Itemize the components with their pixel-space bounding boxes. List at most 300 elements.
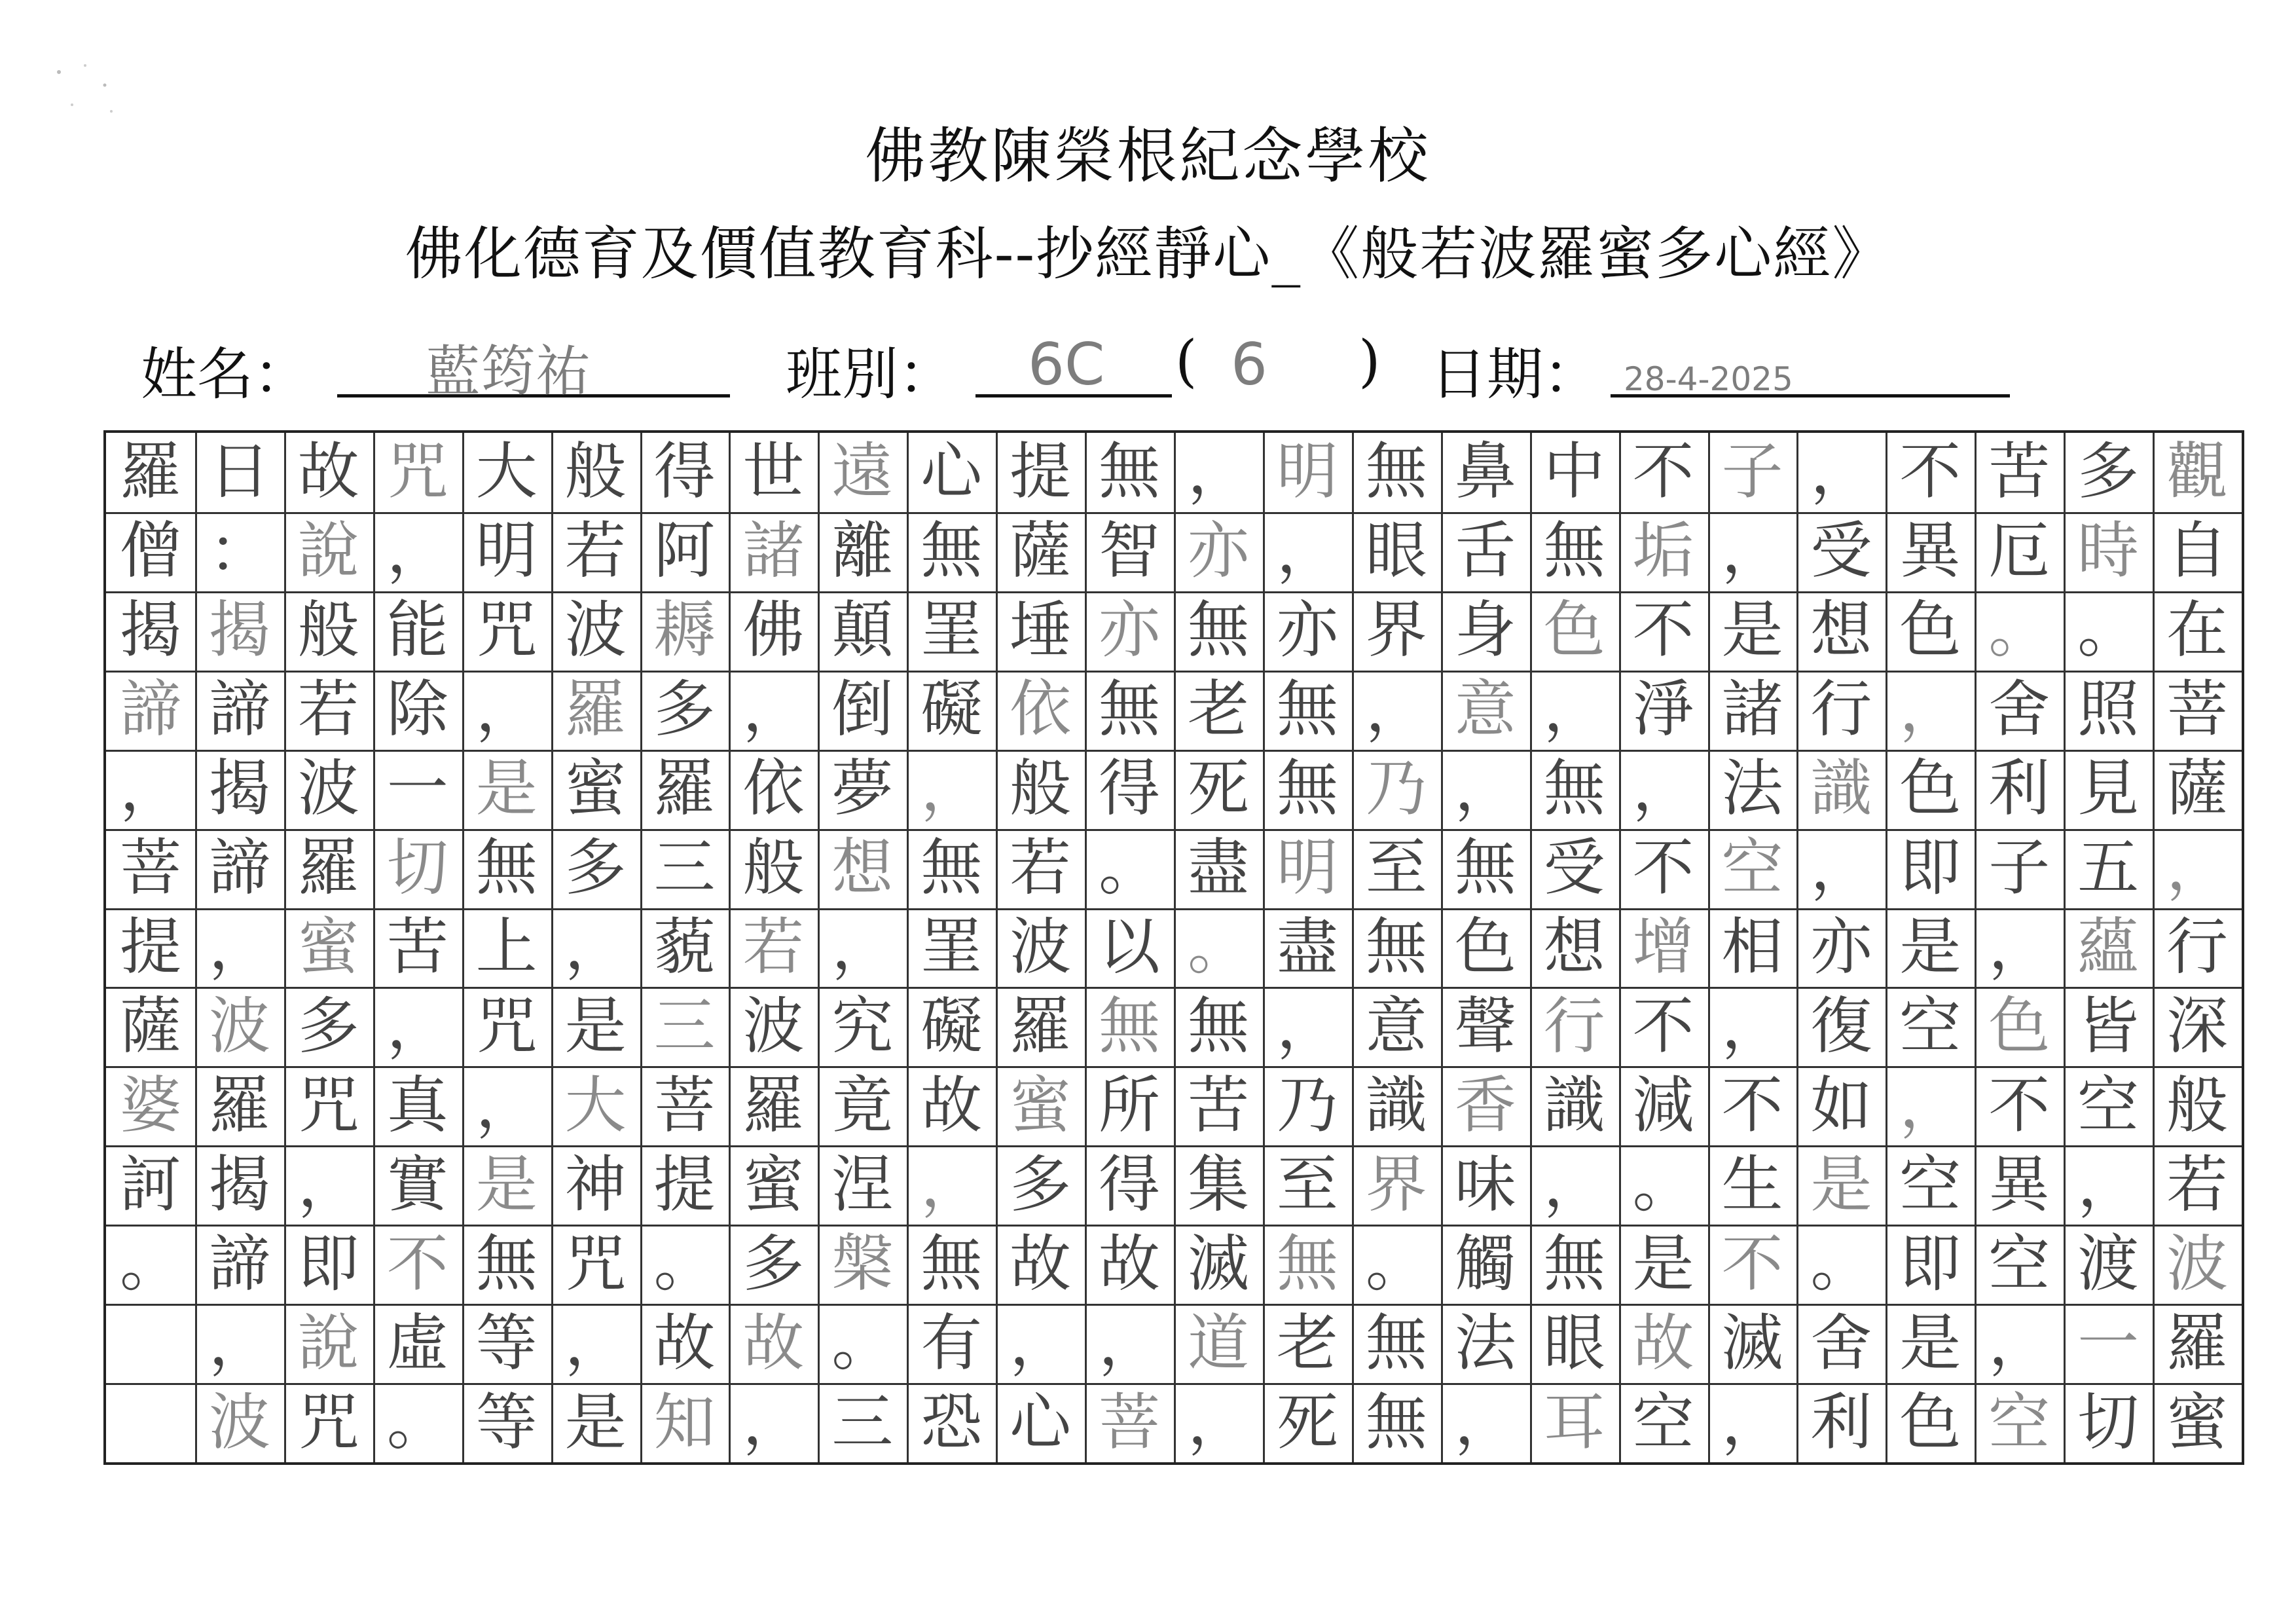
- grid-cell[interactable]: 菩: [1099, 1386, 1161, 1458]
- grid-cell[interactable]: 揭: [208, 595, 270, 667]
- grid-cell[interactable]: 波: [297, 753, 359, 825]
- grid-cell[interactable]: 不: [1899, 436, 1961, 508]
- grid-cell[interactable]: 三: [653, 990, 716, 1062]
- grid-cell[interactable]: [106, 1383, 195, 1462]
- grid-cell[interactable]: ，: [831, 911, 894, 983]
- grid-cell[interactable]: 空: [2077, 1069, 2140, 1141]
- grid-cell[interactable]: 多: [564, 832, 627, 904]
- grid-cell[interactable]: ：: [208, 515, 270, 587]
- grid-cell[interactable]: 若: [564, 515, 627, 587]
- grid-cell[interactable]: 有: [920, 1307, 983, 1379]
- grid-cell[interactable]: 上: [475, 911, 538, 983]
- grid-cell[interactable]: 。: [119, 1228, 181, 1300]
- grid-cell[interactable]: ，: [1810, 832, 1872, 904]
- grid-cell[interactable]: 在: [2166, 595, 2229, 667]
- grid-cell[interactable]: 減: [1632, 1069, 1694, 1141]
- grid-cell[interactable]: 死: [1187, 753, 1249, 825]
- grid-cell[interactable]: 波: [208, 1386, 270, 1458]
- grid-cell[interactable]: 薩: [2166, 753, 2229, 825]
- grid-cell[interactable]: 無: [1543, 515, 1605, 587]
- grid-cell[interactable]: 大: [475, 436, 538, 508]
- grid-cell[interactable]: 羅: [119, 436, 181, 508]
- grid-cell[interactable]: 無: [920, 1228, 983, 1300]
- grid-cell[interactable]: ，: [1543, 674, 1605, 746]
- grid-cell[interactable]: 無: [1365, 911, 1427, 983]
- grid-cell[interactable]: 是: [1721, 595, 1783, 667]
- grid-cell[interactable]: 色: [1454, 911, 1516, 983]
- grid-cell[interactable]: 空: [1988, 1228, 2050, 1300]
- grid-cell[interactable]: 行: [1810, 674, 1872, 746]
- grid-cell[interactable]: [106, 1304, 195, 1383]
- grid-cell[interactable]: 。: [831, 1307, 894, 1379]
- grid-cell[interactable]: 般: [297, 595, 359, 667]
- grid-cell[interactable]: 如: [1810, 1069, 1872, 1141]
- grid-cell[interactable]: 阿: [653, 515, 716, 587]
- grid-cell[interactable]: 羅: [208, 1069, 270, 1141]
- grid-cell[interactable]: 蜜: [2166, 1386, 2229, 1458]
- grid-cell[interactable]: 薩: [1010, 515, 1072, 587]
- grid-cell[interactable]: 。: [1187, 911, 1249, 983]
- grid-cell[interactable]: 即: [1899, 1228, 1961, 1300]
- grid-cell[interactable]: 無: [1543, 1228, 1605, 1300]
- grid-cell[interactable]: 依: [742, 753, 805, 825]
- grid-cell[interactable]: 利: [1988, 753, 2050, 825]
- grid-cell[interactable]: 夢: [831, 753, 894, 825]
- grid-cell[interactable]: 色: [1543, 595, 1605, 667]
- grid-cell[interactable]: 無: [475, 832, 538, 904]
- grid-cell[interactable]: 盡: [1276, 911, 1338, 983]
- grid-cell[interactable]: 多: [653, 674, 716, 746]
- grid-cell[interactable]: 故: [742, 1307, 805, 1379]
- grid-cell[interactable]: ，: [2166, 832, 2229, 904]
- grid-cell[interactable]: 諦: [208, 832, 270, 904]
- grid-cell[interactable]: 羅: [742, 1069, 805, 1141]
- grid-cell[interactable]: 不: [1632, 990, 1694, 1062]
- grid-cell[interactable]: 薩: [119, 990, 181, 1062]
- grid-cell[interactable]: 咒: [475, 990, 538, 1062]
- grid-cell[interactable]: 想: [1810, 595, 1872, 667]
- grid-cell[interactable]: 盡: [1187, 832, 1249, 904]
- grid-cell[interactable]: 界: [1365, 595, 1427, 667]
- grid-cell[interactable]: ，: [475, 1069, 538, 1141]
- grid-cell[interactable]: ，: [1187, 1386, 1249, 1458]
- grid-cell[interactable]: 離: [831, 515, 894, 587]
- grid-cell[interactable]: 異: [1988, 1149, 2050, 1221]
- grid-cell[interactable]: ，: [1721, 515, 1783, 587]
- grid-cell[interactable]: 明: [1276, 436, 1338, 508]
- grid-cell[interactable]: 蜜: [742, 1149, 805, 1221]
- grid-cell[interactable]: ，: [1187, 436, 1249, 508]
- grid-cell[interactable]: ，: [742, 674, 805, 746]
- grid-cell[interactable]: 多: [742, 1228, 805, 1300]
- grid-cell[interactable]: 不: [1632, 436, 1694, 508]
- grid-cell[interactable]: 是: [1899, 1307, 1961, 1379]
- grid-cell[interactable]: ，: [386, 990, 448, 1062]
- grid-cell[interactable]: ，: [1365, 674, 1427, 746]
- grid-cell[interactable]: 子: [1988, 832, 2050, 904]
- grid-cell[interactable]: 耨: [653, 595, 716, 667]
- grid-cell[interactable]: 羅: [297, 832, 359, 904]
- grid-cell[interactable]: 倒: [831, 674, 894, 746]
- grid-cell[interactable]: 無: [1099, 436, 1161, 508]
- grid-cell[interactable]: 不: [386, 1228, 448, 1300]
- grid-cell[interactable]: 咒: [386, 436, 448, 508]
- grid-cell[interactable]: 諦: [208, 1228, 270, 1300]
- grid-cell[interactable]: 波: [564, 595, 627, 667]
- grid-cell[interactable]: ，: [386, 515, 448, 587]
- grid-cell[interactable]: 僧: [119, 515, 181, 587]
- grid-cell[interactable]: 提: [119, 911, 181, 983]
- grid-cell[interactable]: 耳: [1543, 1386, 1605, 1458]
- grid-cell[interactable]: 識: [1365, 1069, 1427, 1141]
- grid-cell[interactable]: 顛: [831, 595, 894, 667]
- grid-cell[interactable]: 切: [2077, 1386, 2140, 1458]
- grid-cell[interactable]: 。: [1988, 595, 2050, 667]
- grid-cell[interactable]: 無: [1454, 832, 1516, 904]
- grid-cell[interactable]: 菩: [2166, 674, 2229, 746]
- grid-cell[interactable]: 婆: [119, 1069, 181, 1141]
- grid-cell[interactable]: ，: [1988, 1307, 2050, 1379]
- grid-cell[interactable]: 亦: [1276, 595, 1338, 667]
- grid-cell[interactable]: 空: [1899, 1149, 1961, 1221]
- grid-cell[interactable]: 究: [831, 990, 894, 1062]
- grid-cell[interactable]: 老: [1276, 1307, 1338, 1379]
- grid-cell[interactable]: 世: [742, 436, 805, 508]
- grid-cell[interactable]: 自: [2166, 515, 2229, 587]
- grid-cell[interactable]: 蘊: [2077, 911, 2140, 983]
- grid-cell[interactable]: 咒: [564, 1228, 627, 1300]
- grid-cell[interactable]: 故: [1099, 1228, 1161, 1300]
- grid-cell[interactable]: 恐: [920, 1386, 983, 1458]
- grid-cell[interactable]: 涅: [831, 1149, 894, 1221]
- grid-cell[interactable]: 諸: [742, 515, 805, 587]
- grid-cell[interactable]: ，: [742, 1386, 805, 1458]
- grid-cell[interactable]: 日: [208, 436, 270, 508]
- grid-cell[interactable]: 切: [386, 832, 448, 904]
- grid-cell[interactable]: 識: [1543, 1069, 1605, 1141]
- grid-cell[interactable]: 無: [1365, 436, 1427, 508]
- grid-cell[interactable]: 無: [1099, 674, 1161, 746]
- grid-cell[interactable]: 至: [1365, 832, 1427, 904]
- grid-cell[interactable]: 是: [475, 753, 538, 825]
- grid-cell[interactable]: 深: [2166, 990, 2229, 1062]
- grid-cell[interactable]: 說: [297, 515, 359, 587]
- grid-cell[interactable]: 說: [297, 1307, 359, 1379]
- grid-cell[interactable]: 道: [1187, 1307, 1249, 1379]
- grid-cell[interactable]: 。: [386, 1386, 448, 1458]
- grid-cell[interactable]: 鼻: [1454, 436, 1516, 508]
- grid-cell[interactable]: 乃: [1365, 753, 1427, 825]
- class-value[interactable]: 6C: [1028, 331, 1105, 398]
- grid-cell[interactable]: 相: [1721, 911, 1783, 983]
- grid-cell[interactable]: ，: [297, 1149, 359, 1221]
- grid-cell[interactable]: 槃: [831, 1228, 894, 1300]
- grid-cell[interactable]: 諦: [119, 674, 181, 746]
- grid-cell[interactable]: 羅: [2166, 1307, 2229, 1379]
- grid-cell[interactable]: 罣: [920, 911, 983, 983]
- grid-cell[interactable]: 羅: [1010, 990, 1072, 1062]
- grid-cell[interactable]: 諸: [1721, 674, 1783, 746]
- grid-cell[interactable]: 蜜: [297, 911, 359, 983]
- grid-cell[interactable]: 渡: [2077, 1228, 2140, 1300]
- grid-cell[interactable]: ，: [1721, 990, 1783, 1062]
- grid-cell[interactable]: 亦: [1810, 911, 1872, 983]
- grid-cell[interactable]: 苦: [386, 911, 448, 983]
- grid-cell[interactable]: ，: [2077, 1149, 2140, 1221]
- grid-cell[interactable]: 滅: [1187, 1228, 1249, 1300]
- grid-cell[interactable]: 無: [1276, 674, 1338, 746]
- grid-cell[interactable]: 三: [653, 832, 716, 904]
- grid-cell[interactable]: 礙: [920, 674, 983, 746]
- grid-cell[interactable]: ，: [1632, 753, 1694, 825]
- grid-cell[interactable]: 多: [1010, 1149, 1072, 1221]
- grid-cell[interactable]: 般: [1010, 753, 1072, 825]
- grid-cell[interactable]: 乃: [1276, 1069, 1338, 1141]
- grid-cell[interactable]: 生: [1721, 1149, 1783, 1221]
- grid-cell[interactable]: 無: [1187, 595, 1249, 667]
- class-number-value[interactable]: 6: [1231, 331, 1267, 398]
- grid-cell[interactable]: 。: [1099, 832, 1161, 904]
- grid-cell[interactable]: 罣: [920, 595, 983, 667]
- date-value[interactable]: 28-4-2025: [1624, 360, 1793, 398]
- grid-cell[interactable]: 滅: [1721, 1307, 1783, 1379]
- grid-cell[interactable]: 提: [653, 1149, 716, 1221]
- grid-cell[interactable]: 提: [1010, 436, 1072, 508]
- grid-cell[interactable]: 依: [1010, 674, 1072, 746]
- grid-cell[interactable]: 識: [1810, 753, 1872, 825]
- grid-cell[interactable]: 即: [297, 1228, 359, 1300]
- grid-cell[interactable]: 不: [1632, 595, 1694, 667]
- grid-cell[interactable]: 空: [1632, 1386, 1694, 1458]
- grid-cell[interactable]: 法: [1721, 753, 1783, 825]
- grid-cell[interactable]: 般: [742, 832, 805, 904]
- grid-cell[interactable]: 心: [1010, 1386, 1072, 1458]
- grid-cell[interactable]: 是: [564, 990, 627, 1062]
- grid-cell[interactable]: 行: [1543, 990, 1605, 1062]
- grid-cell[interactable]: 羅: [653, 753, 716, 825]
- grid-cell[interactable]: 心: [920, 436, 983, 508]
- grid-cell[interactable]: 明: [1276, 832, 1338, 904]
- grid-cell[interactable]: ，: [1543, 1149, 1605, 1221]
- grid-cell[interactable]: 死: [1276, 1386, 1338, 1458]
- grid-cell[interactable]: 故: [653, 1307, 716, 1379]
- grid-cell[interactable]: 復: [1810, 990, 1872, 1062]
- grid-cell[interactable]: 得: [653, 436, 716, 508]
- grid-cell[interactable]: 礙: [920, 990, 983, 1062]
- grid-cell[interactable]: 三: [831, 1386, 894, 1458]
- grid-cell[interactable]: ，: [1010, 1307, 1072, 1379]
- grid-cell[interactable]: 無: [920, 515, 983, 587]
- grid-cell[interactable]: 若: [2166, 1149, 2229, 1221]
- grid-cell[interactable]: 無: [920, 832, 983, 904]
- grid-cell[interactable]: 諦: [208, 674, 270, 746]
- grid-cell[interactable]: ，: [1454, 753, 1516, 825]
- grid-cell[interactable]: 界: [1365, 1149, 1427, 1221]
- grid-cell[interactable]: 增: [1632, 911, 1694, 983]
- grid-cell[interactable]: 是: [1810, 1149, 1872, 1221]
- grid-cell[interactable]: 見: [2077, 753, 2140, 825]
- grid-cell[interactable]: 是: [1899, 911, 1961, 983]
- grid-cell[interactable]: 淨: [1632, 674, 1694, 746]
- grid-cell[interactable]: 是: [564, 1386, 627, 1458]
- grid-cell[interactable]: 真: [386, 1069, 448, 1141]
- grid-cell[interactable]: 故: [1010, 1228, 1072, 1300]
- grid-cell[interactable]: 蜜: [1010, 1069, 1072, 1141]
- grid-cell[interactable]: 。: [653, 1228, 716, 1300]
- grid-cell[interactable]: 故: [920, 1069, 983, 1141]
- grid-cell[interactable]: ，: [208, 1307, 270, 1379]
- grid-cell[interactable]: 所: [1099, 1069, 1161, 1141]
- grid-cell[interactable]: 舌: [1454, 515, 1516, 587]
- grid-cell[interactable]: 多: [2077, 436, 2140, 508]
- grid-cell[interactable]: 菩: [653, 1069, 716, 1141]
- grid-cell[interactable]: 。: [1365, 1228, 1427, 1300]
- grid-cell[interactable]: 不: [1721, 1069, 1783, 1141]
- grid-cell[interactable]: 味: [1454, 1149, 1516, 1221]
- grid-cell[interactable]: 無: [1276, 1228, 1338, 1300]
- grid-cell[interactable]: 一: [386, 753, 448, 825]
- grid-cell[interactable]: 揭: [208, 753, 270, 825]
- grid-cell[interactable]: 得: [1099, 753, 1161, 825]
- grid-cell[interactable]: 眼: [1543, 1307, 1605, 1379]
- grid-cell[interactable]: 空: [1988, 1386, 2050, 1458]
- grid-cell[interactable]: ，: [920, 1149, 983, 1221]
- grid-cell[interactable]: 遠: [831, 436, 894, 508]
- grid-cell[interactable]: 色: [1988, 990, 2050, 1062]
- grid-cell[interactable]: 垢: [1632, 515, 1694, 587]
- grid-cell[interactable]: 實: [386, 1149, 448, 1221]
- grid-cell[interactable]: 等: [475, 1307, 538, 1379]
- grid-cell[interactable]: 般: [564, 436, 627, 508]
- grid-cell[interactable]: 聲: [1454, 990, 1516, 1062]
- grid-cell[interactable]: 受: [1543, 832, 1605, 904]
- grid-cell[interactable]: 若: [1010, 832, 1072, 904]
- grid-cell[interactable]: 空: [1721, 832, 1783, 904]
- grid-cell[interactable]: 故: [297, 436, 359, 508]
- grid-cell[interactable]: 知: [653, 1386, 716, 1458]
- grid-cell[interactable]: 。: [1632, 1149, 1694, 1221]
- grid-cell[interactable]: 眼: [1365, 515, 1427, 587]
- grid-cell[interactable]: ，: [475, 674, 538, 746]
- grid-cell[interactable]: 。: [1810, 1228, 1872, 1300]
- grid-cell[interactable]: 。: [2077, 595, 2140, 667]
- grid-cell[interactable]: 波: [2166, 1228, 2229, 1300]
- grid-cell[interactable]: 等: [475, 1386, 538, 1458]
- grid-cell[interactable]: 得: [1099, 1149, 1161, 1221]
- grid-cell[interactable]: 至: [1276, 1149, 1338, 1221]
- grid-cell[interactable]: 五: [2077, 832, 2140, 904]
- grid-cell[interactable]: ，: [208, 911, 270, 983]
- grid-cell[interactable]: 觸: [1454, 1228, 1516, 1300]
- grid-cell[interactable]: 般: [2166, 1069, 2229, 1141]
- name-value[interactable]: 藍筠祐: [426, 339, 591, 403]
- grid-cell[interactable]: 觀: [2166, 436, 2229, 508]
- grid-cell[interactable]: 舍: [1810, 1307, 1872, 1379]
- grid-cell[interactable]: 無: [1543, 753, 1605, 825]
- grid-cell[interactable]: 舍: [1988, 674, 2050, 746]
- grid-cell[interactable]: 明: [475, 515, 538, 587]
- grid-cell[interactable]: 利: [1810, 1386, 1872, 1458]
- grid-cell[interactable]: 能: [386, 595, 448, 667]
- grid-cell[interactable]: ，: [564, 911, 627, 983]
- grid-cell[interactable]: 色: [1899, 1386, 1961, 1458]
- grid-cell[interactable]: 無: [475, 1228, 538, 1300]
- grid-cell[interactable]: ，: [119, 753, 181, 825]
- grid-cell[interactable]: ，: [1099, 1307, 1161, 1379]
- grid-cell[interactable]: 若: [297, 674, 359, 746]
- grid-cell[interactable]: 想: [1543, 911, 1605, 983]
- grid-cell[interactable]: 多: [297, 990, 359, 1062]
- grid-cell[interactable]: 時: [2077, 515, 2140, 587]
- grid-cell[interactable]: 一: [2077, 1307, 2140, 1379]
- grid-cell[interactable]: 不: [1721, 1228, 1783, 1300]
- grid-cell[interactable]: 香: [1454, 1069, 1516, 1141]
- grid-cell[interactable]: 大: [564, 1069, 627, 1141]
- grid-cell[interactable]: 苦: [1187, 1069, 1249, 1141]
- grid-cell[interactable]: 是: [1632, 1228, 1694, 1300]
- grid-cell[interactable]: 色: [1899, 753, 1961, 825]
- grid-cell[interactable]: ，: [1810, 436, 1872, 508]
- grid-cell[interactable]: 埵: [1010, 595, 1072, 667]
- grid-cell[interactable]: ，: [1899, 1069, 1961, 1141]
- grid-cell[interactable]: 咒: [475, 595, 538, 667]
- grid-cell[interactable]: 異: [1899, 515, 1961, 587]
- grid-cell[interactable]: ，: [1276, 515, 1338, 587]
- grid-cell[interactable]: 智: [1099, 515, 1161, 587]
- grid-cell[interactable]: 亦: [1187, 515, 1249, 587]
- grid-cell[interactable]: 苦: [1988, 436, 2050, 508]
- grid-cell[interactable]: 色: [1899, 595, 1961, 667]
- grid-cell[interactable]: 竟: [831, 1069, 894, 1141]
- grid-cell[interactable]: 無: [1099, 990, 1161, 1062]
- grid-cell[interactable]: 揭: [208, 1149, 270, 1221]
- grid-cell[interactable]: 波: [742, 990, 805, 1062]
- grid-cell[interactable]: 厄: [1988, 515, 2050, 587]
- grid-cell[interactable]: 想: [831, 832, 894, 904]
- grid-cell[interactable]: 意: [1454, 674, 1516, 746]
- grid-cell[interactable]: ，: [1899, 674, 1961, 746]
- grid-cell[interactable]: ，: [1454, 1386, 1516, 1458]
- grid-cell[interactable]: 亦: [1099, 595, 1161, 667]
- grid-cell[interactable]: 咒: [297, 1069, 359, 1141]
- grid-cell[interactable]: 子: [1721, 436, 1783, 508]
- grid-cell[interactable]: 受: [1810, 515, 1872, 587]
- grid-cell[interactable]: 行: [2166, 911, 2229, 983]
- grid-cell[interactable]: 羅: [564, 674, 627, 746]
- grid-cell[interactable]: 集: [1187, 1149, 1249, 1221]
- grid-cell[interactable]: 意: [1365, 990, 1427, 1062]
- grid-cell[interactable]: 無: [1365, 1307, 1427, 1379]
- grid-cell[interactable]: ，: [564, 1307, 627, 1379]
- grid-cell[interactable]: 除: [386, 674, 448, 746]
- grid-cell[interactable]: 神: [564, 1149, 627, 1221]
- grid-cell[interactable]: 揭: [119, 595, 181, 667]
- grid-cell[interactable]: ，: [920, 753, 983, 825]
- grid-cell[interactable]: ，: [1721, 1386, 1783, 1458]
- grid-cell[interactable]: 故: [1632, 1307, 1694, 1379]
- grid-cell[interactable]: 不: [1632, 832, 1694, 904]
- grid-cell[interactable]: 波: [208, 990, 270, 1062]
- grid-cell[interactable]: 身: [1454, 595, 1516, 667]
- grid-cell[interactable]: 是: [475, 1149, 538, 1221]
- grid-cell[interactable]: 空: [1899, 990, 1961, 1062]
- grid-cell[interactable]: 虛: [386, 1307, 448, 1379]
- grid-cell[interactable]: 照: [2077, 674, 2140, 746]
- grid-cell[interactable]: 波: [1010, 911, 1072, 983]
- grid-cell[interactable]: 藐: [653, 911, 716, 983]
- grid-cell[interactable]: 訶: [119, 1149, 181, 1221]
- grid-cell[interactable]: 即: [1899, 832, 1961, 904]
